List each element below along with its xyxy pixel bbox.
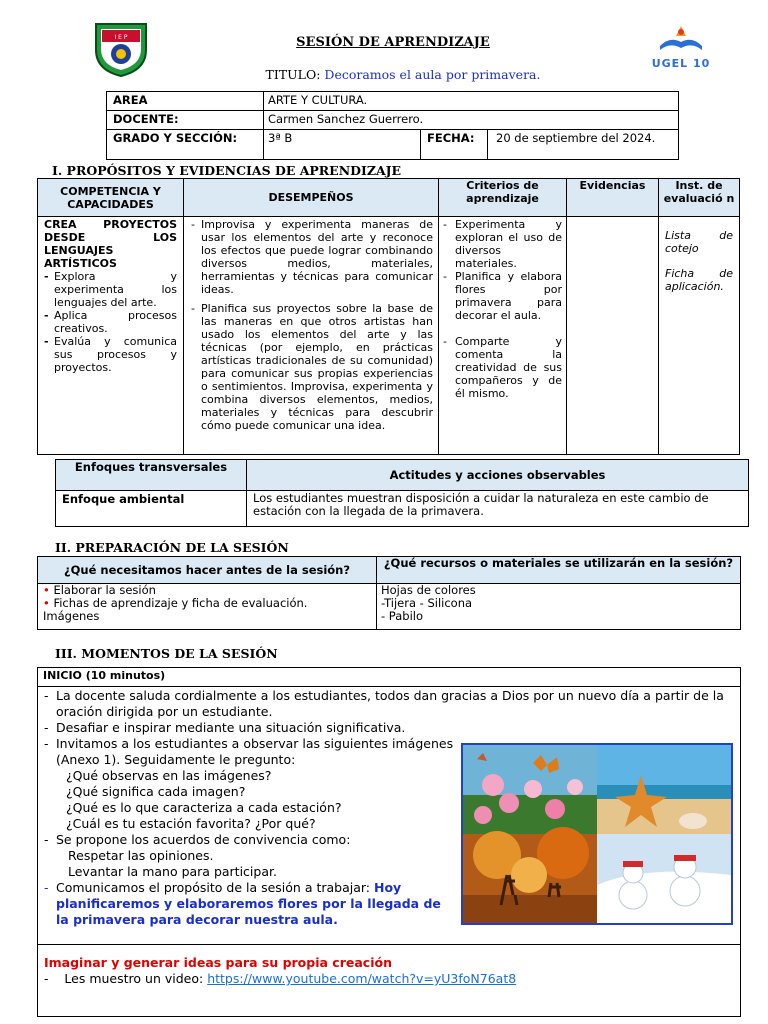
video-line: - Les muestro un video: https://www.youtube.com/watch?v=yU3foN76at8 [44, 971, 517, 986]
grado-value: 3ª B [264, 130, 421, 160]
question-item: ¿Qué es lo que caracteriza a cada estación? [66, 800, 342, 815]
capacidad-item: - Aplica procesos creativos. [44, 309, 177, 335]
video-link[interactable]: https://www.youtube.com/watch?v=yU3foN76at8 [207, 971, 517, 986]
section-2-heading: II. PREPARACIÓN DE LA SESIÓN [55, 540, 289, 555]
question-item: ¿Qué observas en las imágenes? [66, 768, 272, 783]
desempeno-item: - Improvisa y experimenta maneras de usar los elementos del arte y reconoce los efectos que puede lograr combinando diversos medios, materiales, herramientas y técnicas para comunicar ideas. [189, 218, 433, 296]
col-actitudes: Actitudes y acciones observables [247, 460, 749, 491]
seasons-image [461, 743, 733, 925]
criterio-item: - Planifica y elabora flores por primavera para decorar el aula. [443, 270, 562, 322]
competencia-title: CREA PROYECTOS DESDE LOS LENGUAJES ARTÍSTICOS [44, 218, 177, 270]
question-item: ¿Qué significa cada imagen? [66, 784, 246, 799]
docente-value: Carmen Sanchez Guerrero. [264, 111, 679, 130]
col-enfoques: Enfoques transversales [56, 460, 247, 491]
preparation-table [37, 556, 741, 630]
col-inst: Inst. de evaluació n [659, 179, 740, 217]
inicio-label: INICIO (10 minutos) [38, 668, 740, 687]
proposito-line: - Comunicamos el propósito de la sesión a trabajar: Hoy planificaremos y elaboraremos flores por la llegada de la primavera para decorar nuestra aula. [44, 880, 441, 927]
antes-extra: Imágenes [43, 609, 100, 623]
enfoques-table [55, 459, 749, 527]
col-desempenos: DESEMPEÑOS [184, 179, 439, 217]
inst-item: Ficha de aplicación. [665, 267, 733, 293]
area-value: ARTE Y CULTURA. [264, 92, 679, 111]
recurso-item: - Pabilo [381, 609, 423, 623]
ugel-logo-text: UGEL 10 [651, 57, 711, 70]
criterio-item: - Experimenta y exploran el uso de diversos materiales. [443, 218, 562, 270]
col-competencia: COMPETENCIA Y CAPACIDADES [38, 179, 184, 217]
enfoque-name: Enfoque ambiental [56, 491, 247, 527]
fecha-value: 20 de septiembre del 2024. [488, 130, 679, 160]
imaginar-heading: Imaginar y generar ideas para su propia creación [44, 955, 392, 970]
acuerdo-item: Respetar las opiniones. [68, 848, 214, 863]
info-table [106, 91, 679, 160]
proposito-text: Hoy planificaremos y elaboraremos flores por la llegada de la primavera para decorar nuestra aula. [56, 880, 441, 927]
col-evidencias: Evidencias [567, 179, 659, 217]
inicio-line: - La docente saluda cordialmente a los estudiantes, todos dan gracias a Dios por un nuevo día a partir de la oración dirigida por un estudiante. [44, 688, 724, 719]
antes-item: • Elaborar la sesión [43, 583, 156, 597]
inicio-line: - Se propone los acuerdos de convivencia como: [44, 832, 351, 847]
antes-item: • Fichas de aprendizaje y ficha de evaluación. [43, 596, 308, 610]
enfoque-actitud: Los estudiantes muestran disposición a cuidar la naturaleza en este cambio de estación con la llegada de la primavera. [247, 491, 749, 527]
col-recursos: ¿Qué recursos o materiales se utilizarán en la sesión? [377, 557, 741, 584]
section-3-heading: III. MOMENTOS DE LA SESIÓN [55, 646, 278, 661]
recurso-item: Hojas de colores [381, 583, 476, 597]
titulo-label: TITULO: [265, 67, 321, 82]
fecha-label: FECHA: [421, 130, 488, 160]
purposes-table [37, 178, 740, 455]
acuerdo-item: Levantar la mano para participar. [68, 864, 277, 879]
col-criterios: Criterios de aprendizaje [439, 179, 567, 217]
question-item: ¿Cuál es tu estación favorita? ¿Por qué? [66, 816, 316, 831]
area-label: AREA [107, 92, 264, 111]
titulo-value: Decoramos el aula por primavera. [324, 67, 541, 82]
grado-label: GRADO Y SECCIÓN: [107, 130, 264, 160]
moments-box [37, 667, 741, 1017]
desempeno-item: - Planifica sus proyectos sobre la base de las maneras en que otros artistas han usado los elementos del arte y las técnicas (por ejemplo, en prácticas artísticas tradicionales de su comunidad) para comunicar sus propias experiencias o sentimientos. Improvisa, experimenta y combina diversos elementos, medios, materiales y técnicas para descubrir cómo puede comunicar una idea. [189, 302, 433, 432]
criterio-item: - Comparte y comenta la creatividad de sus compañeros y de él mismo. [443, 335, 562, 400]
inicio-line: - Desafiar e inspirar mediante una situación significativa. [44, 720, 406, 735]
capacidad-item: - Evalúa y comunica sus procesos y proyectos. [44, 335, 177, 374]
ugel-logo [646, 20, 716, 72]
col-antes: ¿Qué necesitamos hacer antes de la sesión? [38, 557, 377, 584]
inst-item: Lista de cotejo [665, 229, 733, 255]
evidencias-cell [567, 217, 659, 455]
page-title: SESIÓN DE APRENDIZAJE [296, 35, 490, 50]
docente-label: DOCENTE: [107, 111, 264, 130]
recurso-item: -Tijera - Silicona [381, 596, 473, 610]
inicio-line: - Invitamos a los estudiantes a observar las siguientes imágenes (Anexo 1). Seguidamente le pregunto: [44, 736, 454, 767]
capacidad-item: - Explora y experimenta los lenguajes del arte. [44, 270, 177, 309]
section-1-heading: I. PROPÓSITOS Y EVIDENCIAS DE APRENDIZAJE [52, 163, 402, 178]
session-title-line [0, 67, 768, 82]
svg-text:I E P: I E P [114, 34, 128, 41]
